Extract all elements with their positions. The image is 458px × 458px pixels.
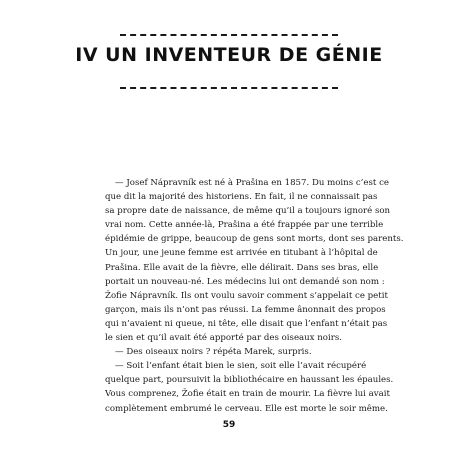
title-rule-top xyxy=(120,34,338,36)
text-line: le sien et qu’il avait été apporté par des oiseaux noirs. xyxy=(105,333,342,344)
text-line: vrai nom. Cette année-là, Prašina a été frappée par une terrible xyxy=(105,220,384,231)
text-line: — Des oiseaux noirs ? répéta Marek, surpris. xyxy=(115,347,312,358)
text-line: épidémie de grippe, beaucoup de gens sont morts, dont ses parents. xyxy=(105,234,404,245)
text-line: Žofie Nápravník. Ils ont voulu savoir comment s’appelait ce petit xyxy=(105,290,388,301)
body-text xyxy=(105,176,404,416)
text-line: — Soit l’enfant était bien le sien, soit elle l’avait récupéré xyxy=(115,361,367,372)
text-line: qui n’avaient ni queue, ni tête, elle disait que l’enfant n’était pas xyxy=(105,318,388,329)
text-line: portait un nouveau-né. Les médecins lui ont demandé son nom : xyxy=(105,276,385,287)
chapter-title: IV UN INVENTEUR DE GÉNIE xyxy=(75,44,383,66)
text-line: Un jour, une jeune femme est arrivée en titubant à l’hôpital de xyxy=(105,248,378,259)
page-number: 59 xyxy=(222,420,236,430)
text-line: Prašina. Elle avait de la fièvre, elle délirait. Dans ses bras, elle xyxy=(105,262,379,273)
text-line: que dit la majorité des historiens. En fait, il ne connaissait pas xyxy=(105,192,378,203)
title-rule-bottom xyxy=(120,87,338,89)
text-line: quelque part, poursuivit la bibliothécaire en haussant les épaules. xyxy=(105,375,394,386)
text-line: garçon, mais ils n’ont pas réussi. La femme ânonnait des propos xyxy=(105,304,386,315)
text-line: Vous comprenez, Žofie était en train de mourir. La fièvre lui avait xyxy=(105,389,390,400)
text-line: sa propre date de naissance, de même qu’il a toujours ignoré son xyxy=(105,206,391,217)
text-line: complètement embrumé le cerveau. Elle est morte le soir même. xyxy=(105,403,388,414)
text-line: — Josef Nápravník est né à Prašina en 1857. Du moins c’est ce xyxy=(115,178,389,188)
